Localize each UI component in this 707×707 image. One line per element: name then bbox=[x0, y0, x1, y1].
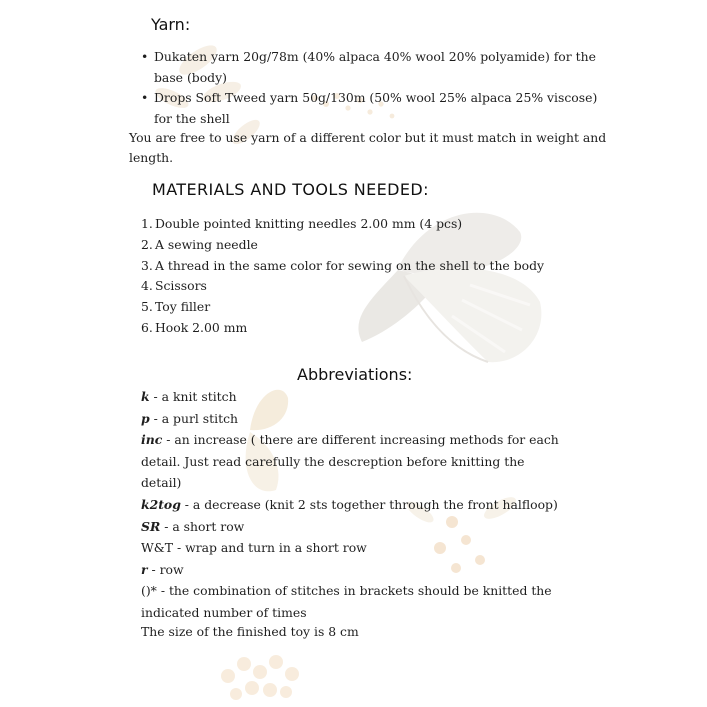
abbreviation-entry: W&T - wrap and turn in a short row bbox=[141, 540, 367, 556]
list-item: 2. A sewing needle bbox=[141, 236, 258, 252]
abbreviation-entry: r - row bbox=[141, 561, 184, 577]
size-note: The size of the finished toy is 8 cm bbox=[141, 624, 359, 639]
materials-heading: MATERIALS AND TOOLS NEEDED: bbox=[152, 180, 429, 199]
list-item: 1. Double pointed knitting needles 2.00 mm (4 pcs) bbox=[141, 216, 463, 231]
abbreviations-heading: Abbreviations: bbox=[297, 365, 413, 384]
abbreviation-entry: k2tog - a decrease (knit 2 sts together through the front halfloop) bbox=[141, 496, 558, 512]
yarn-item: • Drops Soft Tweed yarn 50g/130m (50% wool 25% alpaca 25% viscose) for the shell bbox=[138, 88, 598, 129]
abbreviation-entry: k - a knit stitch bbox=[141, 389, 237, 404]
list-item: 5. Toy filler bbox=[141, 299, 211, 315]
abbreviation-entry: ()* - the combination of stitches in brackets should be knitted the indicated number of times bbox=[141, 583, 552, 620]
abbreviation-entry: p - a purl stitch bbox=[141, 410, 238, 426]
yarn-note-line2: length. bbox=[129, 150, 174, 165]
abbreviation-entry: SR - a short row bbox=[141, 518, 245, 534]
yarn-item: • Dukaten yarn 20g/78m (40% alpaca 40% wool 20% polyamide) for the base (body) bbox=[138, 47, 598, 88]
yarn-note-line1: You are free to use yarn of a different color but it must match in weight and bbox=[129, 130, 607, 145]
list-item: 3. A thread in the same color for sewing on the shell to the body bbox=[141, 257, 545, 273]
yarn-list bbox=[138, 47, 598, 129]
list-item: 6. Hook 2.00 mm bbox=[141, 319, 248, 335]
yarn-heading: Yarn: bbox=[151, 15, 191, 34]
abbreviations-list bbox=[141, 386, 561, 624]
materials-list bbox=[141, 214, 544, 339]
list-item: 4. Scissors bbox=[141, 278, 207, 294]
abbreviation-entry: inc - an increase ( there are different increasing methods for each detail. Just read carefully the descreption before knitting the detail) bbox=[141, 432, 559, 491]
